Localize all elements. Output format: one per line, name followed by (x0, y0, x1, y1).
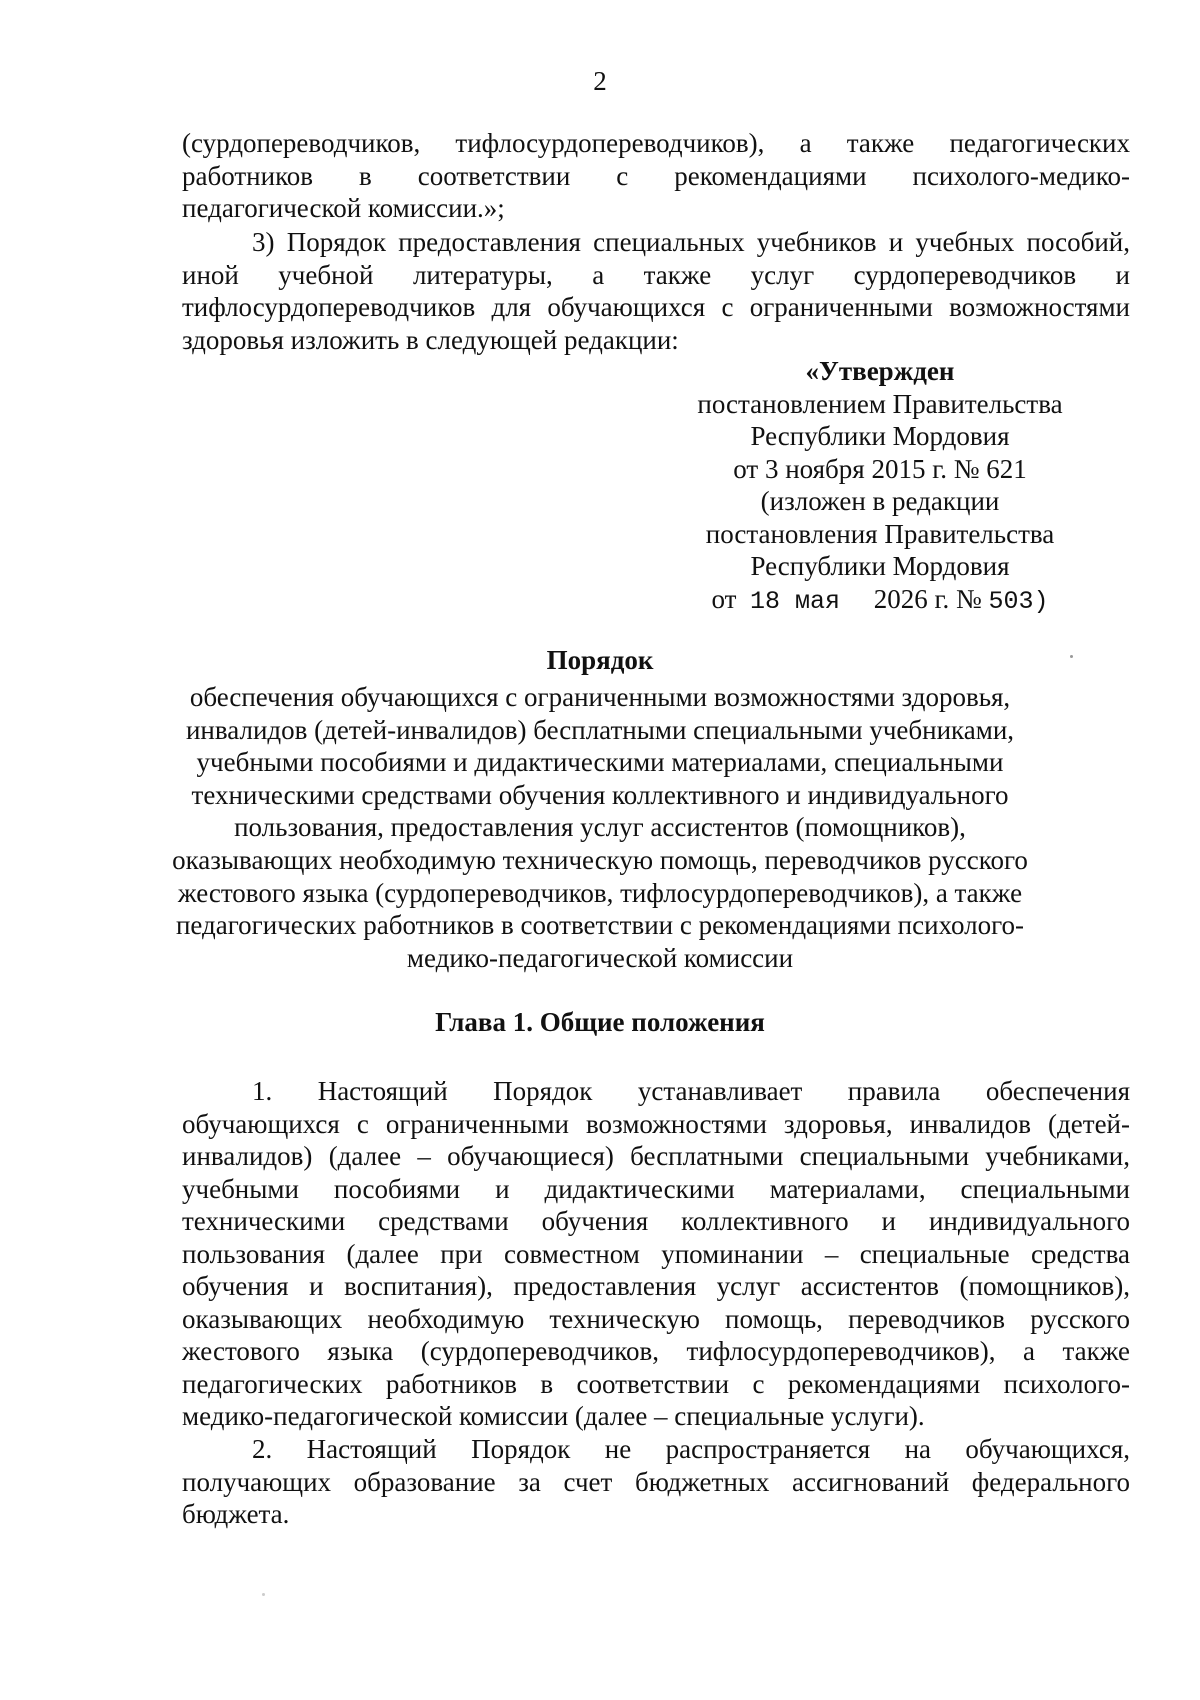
page-number: 2 (593, 66, 607, 96)
approval-title: «Утвержден (805, 356, 955, 386)
subtitle-line: пользования, предоставления услуг ассистентов (помощников), (234, 812, 966, 843)
subtitle-line: жестового языка (сурдопереводчиков, тифлосурдопереводчиков), а также (177, 877, 1023, 908)
paragraph-1 (182, 1075, 1130, 1433)
text-line: техническими средствами обучения коллективного и индивидуального (182, 1206, 1130, 1236)
subtitle-line: оказывающих необходимую техническую помощь, переводчиков русского (172, 844, 1028, 875)
subtitle-line: учебными пособиями и дидактическими материалами, специальными (196, 747, 1004, 778)
chapter-title: Глава 1. Общие положения (435, 1007, 765, 1037)
approval-line: постановления Правительства (705, 518, 1055, 549)
text-line: получающих образование за счет бюджетных ассигнований федерального (182, 1466, 1130, 1497)
text-line: обучающихся с ограниченными возможностями здоровья, инвалидов (детей- (182, 1108, 1130, 1139)
subtitle-line: инвалидов (детей-инвалидов) бесплатными специальными учебниками, (185, 714, 1015, 745)
paragraph-2 (182, 1433, 1130, 1531)
subtitle-line: педагогических работников в соответствии с рекомендациями психолого- (175, 910, 1025, 941)
order-title: Порядок (546, 645, 654, 675)
text-line: (сурдопереводчиков, тифлосурдопереводчиков), а также педагогических (182, 128, 1130, 158)
order-subtitle (170, 681, 1030, 974)
subtitle-line: обеспечения обучающихся с ограниченными возможностями здоровья, (189, 682, 1011, 712)
text-line: медико-педагогической комиссии (далее – специальные услуги). (182, 1401, 925, 1431)
text-line: педагогической комиссии.»; (182, 193, 505, 223)
subtitle-line: медико-педагогической комиссии (406, 942, 794, 973)
text-line: бюджета. (182, 1499, 290, 1529)
text-line: работников в соответствии с рекомендациями психолого-медико- (182, 160, 1130, 191)
text-line: 1. Настоящий Порядок устанавливает правила обеспечения (252, 1076, 1130, 1106)
text-line: здоровья изложить в следующей редакции: (182, 324, 679, 355)
approval-line: постановлением Правительства (697, 388, 1063, 419)
intro-paragraph (182, 127, 1130, 225)
approval-line: от 3 ноября 2015 г. № 621 (733, 453, 1027, 484)
text-line: тифлосурдопереводчиков для обучающихся с ограниченными возможностями (182, 292, 1130, 322)
approval-block (680, 355, 1080, 618)
text-line: обучения и воспитания), предоставления услуг ассистентов (помощников), (182, 1271, 1130, 1301)
date-year: 2026 г. № (873, 583, 982, 614)
date-day-month: 18 мая (749, 586, 840, 616)
approval-line: Республики Мордовия (750, 551, 1010, 581)
item-3-paragraph (182, 226, 1130, 356)
date-prefix: от (711, 583, 737, 614)
text-line: педагогических работников в соответствии с рекомендациями психолого- (182, 1368, 1130, 1399)
text-line: пользования (далее при совместном упоминании – специальные средства (182, 1238, 1130, 1269)
scan-speck (262, 1593, 265, 1596)
document-number: 503) (988, 586, 1049, 616)
scan-speck (1070, 655, 1073, 658)
subtitle-line: техническими средствами обучения коллективного и индивидуального (191, 779, 1009, 810)
approval-line: Республики Мордовия (750, 421, 1010, 451)
text-line: 2. Настоящий Порядок не распространяется на обучающихся, (252, 1434, 1130, 1464)
text-line: жестового языка (сурдопереводчиков, тифлосурдопереводчиков), а также (182, 1336, 1130, 1366)
text-line: иной учебной литературы, а также услуг сурдопереводчиков и (182, 259, 1130, 290)
text-line: учебными пособиями и дидактическими материалами, специальными (182, 1173, 1130, 1204)
text-line: инвалидов) (далее – обучающиеся) бесплатными специальными учебниками, (182, 1141, 1130, 1171)
text-line: 3) Порядок предоставления специальных учебников и учебных пособий, (252, 227, 1130, 257)
approval-date-line (680, 583, 1080, 619)
text-line: оказывающих необходимую техническую помощь, переводчиков русского (182, 1303, 1130, 1334)
approval-line: (изложен в редакции (760, 486, 1000, 516)
